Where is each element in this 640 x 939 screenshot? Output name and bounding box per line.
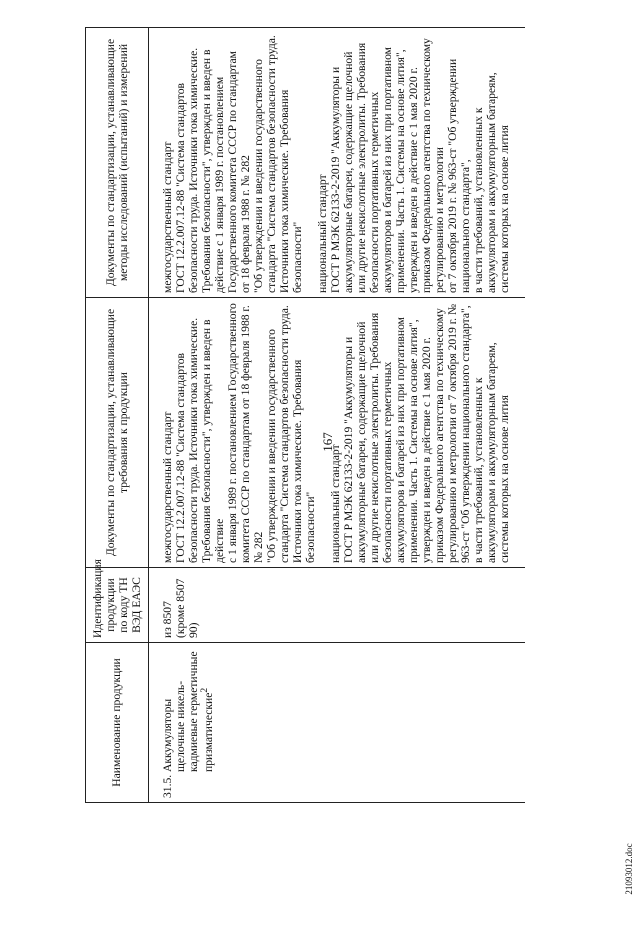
standards-table: [85, 27, 525, 803]
requirements-standard-national: национальный стандарт ГОСТ Р МЭК 62133-2-2019 "Аккумуляторы и аккумуляторные батареи, содержащие щелочной или другие некислотные электролиты. Требования безопасности портативных герметичных аккумуляторов и батарей из них при портативном применении. Часть 1. Системы на основе лития", утвержден и введен в действие с 1 мая 2020 г. приказом Федерального агентства по техническому регулированию и метрологии от 7 октября 2019 г. № 963-ст "Об утверждении национального стандарта", в части требований, установленных к аккумуляторам и аккумуляторным батареям, системы которых на основе лития: [328, 303, 511, 563]
rotated-table-area: [85, 28, 545, 803]
footnote-marker: 2: [198, 687, 210, 693]
page-number: 167: [320, 432, 335, 452]
product-name: Аккумуляторы щелочные никель-кадмиевые герметичные призматические$^2$: [160, 651, 215, 772]
identification-cell: из 8507 (кроме 8507 90): [148, 568, 524, 643]
product-cell: [148, 643, 524, 803]
methods-standard-interstate: межгосударственный стандарт ГОСТ 12.2.007.12-88 "Система стандартов безопасности труда. Источники тока химические. Требования безопасности", утвержден и введен в действие с 1 января 1989 г. постановлением Государственного комитета СССР по стандартам от 18 февраля 1988 г. № 282 "Об утверждении и введении государственного стандарта "Система стандартов безопасности труда. Источники тока химические. Требования безопасности": [160, 35, 304, 293]
header-methods-docs: Документы по стандартизации, устанавливающие методы исследований (испытаний) и измерений: [86, 28, 149, 298]
table-row: [148, 28, 524, 803]
header-product-name: Наименование продукции: [86, 643, 149, 803]
row-number: 31.5.: [160, 774, 174, 798]
header-requirements-docs: Документы по стандартизации, устанавливающие требования к продукции: [86, 298, 149, 568]
requirements-cell: [148, 298, 524, 568]
requirements-standard-interstate: межгосударственный стандарт ГОСТ 12.2.007.12-88 "Система стандартов безопасности труда. Источники тока химические. Требования безопасности", утвержден и введен в действие с 1 января 1989 г. постановлением Государственного комитета СССР по стандартам от 18 февраля 1988 г. № 282 "Об утверждении и введении государственного стандарта "Система стандартов безопасности труда. Источники тока химические. Требования безопасности": [160, 303, 317, 563]
methods-standard-national: национальный стандарт ГОСТ Р МЭК 62133-2-2019 "Аккумуляторы и аккумуляторные батареи, содержащие щелочной или другие некислотные электролиты. Требования безопасности портативных герметичных аккумуляторов и батарей из них при портативном применении. Часть 1. Системы на основе лития", утвержден и введен в действие с 1 мая 2020 г. приказом Федерального агентства по техническому регулированию и метрологии от 7 октября 2019 г. № 963-ст "Об утверждении национального стандарта", в части требований, установленных к аккумуляторам и аккумуляторным батареям, системы которых на основе лития: [315, 38, 511, 293]
table-header-row: [86, 28, 149, 803]
header-identification: Идентификация продукции по коду ТН ВЭД ЕАЭС: [86, 568, 149, 643]
document-id: 21093012.doc: [624, 843, 634, 895]
methods-cell: [148, 28, 524, 298]
